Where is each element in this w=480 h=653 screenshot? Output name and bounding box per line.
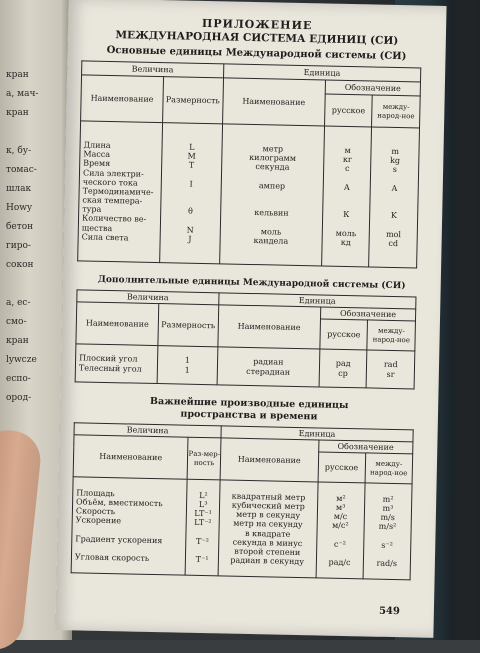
- international-symbol: s⁻²: [381, 540, 394, 550]
- t1-ru-header: русское: [324, 94, 372, 127]
- t1-units-column: [219, 124, 324, 266]
- quantity-name: Градиент ускорения: [75, 534, 163, 545]
- unit-name: секунда в минус: [232, 537, 303, 548]
- left-page-text-fragment: томас-: [6, 165, 37, 175]
- international-symbol: mol: [385, 229, 402, 239]
- international-symbol: K: [390, 211, 397, 221]
- left-page-text-fragment: Howy: [6, 203, 33, 213]
- quantity-name: Сила света: [81, 232, 129, 243]
- t2-ru-column: [319, 349, 367, 388]
- quantity-name: Количество ве-: [81, 213, 147, 225]
- unit-name: радиан: [253, 357, 284, 368]
- unit-name: радиан в секунду: [230, 555, 305, 567]
- dimension: N: [186, 225, 194, 235]
- international-symbol: m/s: [380, 512, 396, 523]
- international-symbol: m²: [382, 494, 394, 504]
- quantity-name: Скорость: [75, 506, 116, 517]
- table1-title: Основные единицы Международной системы (СИ): [106, 44, 407, 63]
- left-page-text-fragment: lywcze: [6, 355, 37, 365]
- t2-unit-header: Единица: [218, 293, 416, 309]
- left-page-text-fragment: бетон: [6, 222, 34, 232]
- quantity-name: Телесный угол: [78, 362, 142, 374]
- dimension: 1: [184, 365, 190, 375]
- dimension: θ: [188, 206, 194, 217]
- t1-ru-column: [321, 126, 371, 267]
- quantity-name: Сила электри-: [82, 167, 144, 179]
- t3-intl-header: между-народ-ное: [365, 453, 413, 484]
- russian-symbol: м/с²: [331, 521, 349, 531]
- russian-symbol: м³: [335, 502, 346, 512]
- t2-name-header: Наименование: [76, 302, 159, 346]
- dimension: T⁻²: [195, 536, 209, 546]
- quantity-name: ческого тока: [82, 177, 138, 188]
- t1-unit-name-header: Наименование: [222, 78, 325, 126]
- base-units-table: [77, 60, 421, 268]
- quantity-name: Масса: [83, 149, 111, 160]
- russian-symbol: м: [344, 145, 351, 156]
- quantity-name: Время: [83, 158, 111, 169]
- t2-quantity-header: Величина: [77, 290, 219, 305]
- russian-symbol: К: [343, 210, 350, 220]
- unit-name: килограмм: [249, 153, 297, 164]
- dimension: L³: [198, 499, 208, 510]
- quantity-name: Ускорение: [75, 515, 122, 526]
- unit-name: квадратный метр: [231, 491, 306, 502]
- dimension: M: [187, 151, 196, 161]
- t1-designation-header: Обозначение: [325, 80, 420, 96]
- t2-ru-header: русское: [320, 319, 368, 350]
- t3-unit-name-header: Наименование: [220, 438, 318, 482]
- t3-units-column: [218, 480, 318, 578]
- supplementary-units-table: [75, 289, 417, 389]
- left-page-text-fragment: кран: [6, 70, 29, 80]
- unit-name: метр на секунду: [233, 518, 303, 530]
- t1-intl-header: между-народ-ное: [372, 95, 420, 128]
- international-symbol: sr: [386, 369, 395, 379]
- dimension: T: [188, 161, 195, 171]
- international-symbol: m: [391, 146, 400, 157]
- t1-name-header: Наименование: [81, 75, 164, 123]
- t1-intl-column: [369, 127, 420, 268]
- t1-quantity-header: Величина: [82, 61, 224, 78]
- unit-name: ампер: [258, 180, 286, 191]
- left-page-text-fragment: к, бу-: [6, 146, 32, 156]
- t3-dims-column: [185, 479, 220, 576]
- unit-name: метр в секунду: [236, 509, 301, 521]
- left-page-text-fragment: ород-: [6, 393, 32, 403]
- t2-designation-header: Обозначение: [320, 307, 415, 321]
- quantity-name: Термодинамиче-: [82, 186, 154, 197]
- quantity-name: Объём, вместимость: [76, 497, 163, 509]
- dimension: T⁻¹: [195, 554, 209, 565]
- derived-units-table: [71, 422, 414, 580]
- t3-names-column: [71, 477, 187, 575]
- russian-symbol: с⁻²: [333, 539, 346, 549]
- left-page-text-fragment: гиро-: [6, 241, 31, 251]
- unit-name: в квадрате: [244, 528, 291, 539]
- dimension: L: [189, 142, 195, 152]
- t3-name-header: Наименование: [73, 435, 188, 479]
- international-symbol: m³: [382, 503, 394, 513]
- t2-intl-header: между-народ-ное: [367, 320, 415, 351]
- russian-symbol: А: [343, 182, 351, 192]
- t3-dim-header: Раз-мер-ность: [188, 437, 221, 480]
- left-page-text-fragment: кран: [6, 108, 29, 118]
- t3-ru-column: [316, 482, 365, 579]
- left-page-text-fragment: смо-: [6, 317, 27, 327]
- quantity-name: щества: [81, 223, 113, 233]
- table2-title: Дополнительные единицы Международной системы (СИ): [97, 274, 406, 292]
- russian-symbol: рад/с: [328, 557, 351, 568]
- t3-quantity-header: Величина: [74, 423, 221, 438]
- unit-name: кандела: [253, 235, 289, 246]
- russian-symbol: с: [344, 164, 350, 174]
- russian-symbol: м/с: [333, 511, 348, 522]
- unit-name: моль: [260, 226, 282, 237]
- t2-units-column: [217, 347, 320, 387]
- t1-dims-column: [160, 123, 223, 264]
- left-page-text-fragment: еспо-: [6, 374, 31, 384]
- international-symbol: s: [392, 165, 397, 175]
- russian-symbol: моль: [335, 228, 357, 238]
- t2-intl-column: [366, 350, 414, 389]
- russian-symbol: м²: [336, 493, 346, 503]
- dimension: LT⁻¹: [194, 508, 212, 519]
- left-page-text-fragment: сокон: [6, 260, 34, 270]
- unit-name: метр: [262, 144, 284, 154]
- dimension: L²: [199, 490, 208, 500]
- page-number: 549: [378, 605, 400, 618]
- unit-name: кельвин: [254, 208, 289, 219]
- international-symbol: cd: [388, 238, 399, 248]
- left-page-text-fragment: а, ес-: [6, 298, 31, 308]
- unit-name: второй степени: [234, 546, 301, 557]
- quantity-name: Площадь: [76, 488, 115, 498]
- t3-unit-header: Единица: [221, 426, 413, 442]
- quantity-name: тура: [82, 204, 102, 215]
- quantity-name: Плоский угол: [79, 353, 138, 364]
- quantity-name: Угловая скорость: [74, 552, 150, 563]
- russian-symbol: кг: [342, 155, 353, 165]
- t3-intl-column: [363, 483, 412, 580]
- t3-ru-header: русское: [318, 452, 366, 483]
- table3-title-line1: Важнейшие производные единицы: [149, 395, 349, 412]
- international-symbol: rad/s: [376, 558, 398, 569]
- international-symbol: rad: [383, 360, 398, 370]
- quantity-name: ская темпера-: [82, 195, 143, 206]
- quantity-name: Длина: [83, 140, 111, 150]
- russian-symbol: рад: [335, 359, 351, 369]
- t2-names-column: [75, 344, 158, 384]
- unit-name: кубический метр: [231, 500, 305, 512]
- unit-name: стерадиан: [246, 366, 291, 377]
- dimension: J: [188, 234, 192, 244]
- appendix-heading: ПРИЛОЖЕНИЕ: [201, 16, 313, 33]
- t1-unit-header: Единица: [223, 64, 421, 82]
- page-title: МЕЖДУНАРОДНАЯ СИСТЕМА ЕДИНИЦ (СИ): [115, 29, 399, 48]
- t1-names-column: [78, 121, 163, 263]
- t2-unit-name-header: Наименование: [218, 305, 321, 349]
- unit-name: секунда: [255, 162, 290, 173]
- left-page-text-fragment: кран: [6, 336, 29, 346]
- t2-dim-header: Размерность: [158, 304, 219, 347]
- russian-symbol: ср: [338, 368, 348, 378]
- international-symbol: kg: [389, 156, 401, 166]
- table3-title-line2: пространства и времени: [180, 408, 318, 423]
- left-page-text-fragment: а, мач-: [6, 89, 39, 99]
- t3-designation-header: Обозначение: [318, 440, 413, 454]
- dimension: I: [189, 179, 193, 189]
- dimension: LT⁻²: [194, 518, 212, 528]
- russian-symbol: кд: [340, 237, 351, 247]
- international-symbol: A: [391, 183, 398, 193]
- dimension: 1: [184, 355, 191, 366]
- international-symbol: m/s²: [378, 522, 397, 532]
- left-page-text-fragment: шлак: [6, 184, 32, 194]
- right-page: [55, 0, 446, 638]
- t2-dims-column: [157, 346, 217, 385]
- t1-dim-header: Размерность: [163, 77, 224, 124]
